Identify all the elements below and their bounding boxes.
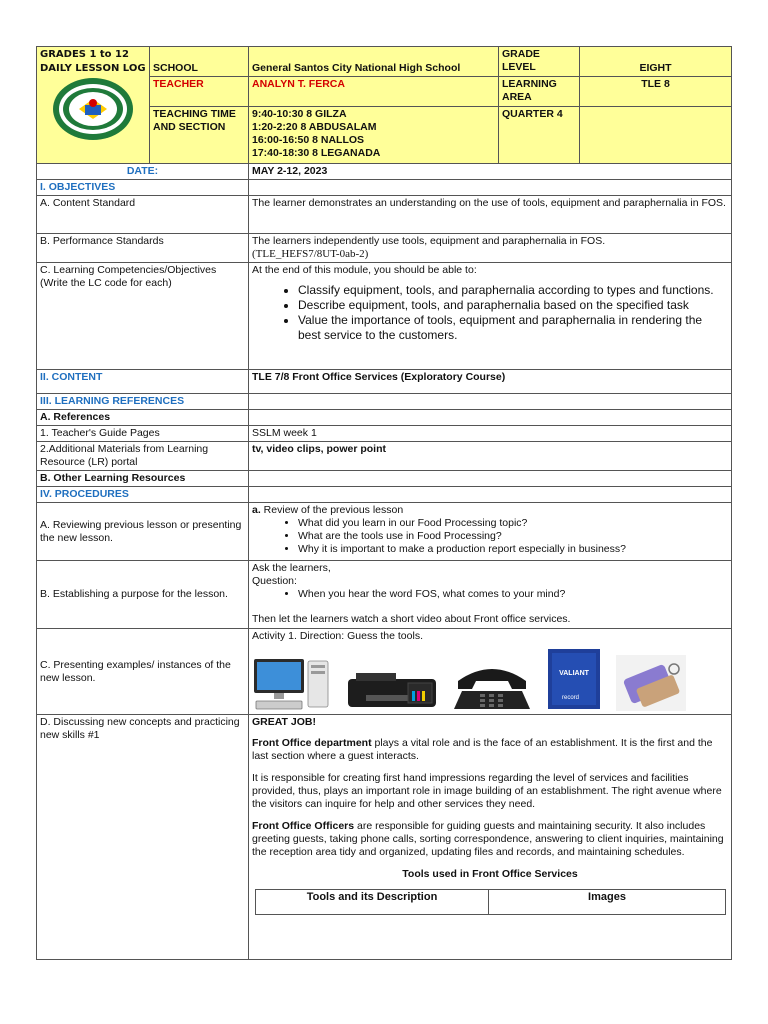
teachers-guide-value: SSLM week 1 — [249, 426, 732, 442]
list-item: • What are the tools use in Food Processing? — [298, 530, 728, 543]
grade-value: EIGHT — [580, 47, 732, 77]
school-logo-icon — [51, 77, 135, 141]
procedure-a-prefix: a. — [252, 504, 261, 516]
content-heading: II. CONTENT — [37, 370, 249, 394]
school-label: SCHOOL — [150, 47, 249, 77]
procedure-b-line1: Ask the learners, — [252, 562, 331, 574]
procedure-b-after: Then let the learners watch a short video about Front office services. — [252, 613, 571, 625]
officers-term: Front Office Officers — [252, 820, 355, 832]
teachers-guide-label: 1. Teacher's Guide Pages — [37, 426, 249, 442]
competencies-intro: At the end of this module, you should be able to: — [252, 264, 477, 276]
procedure-b-label: B. Establishing a purpose for the lesson. — [37, 561, 249, 629]
key-tag-icon — [616, 655, 686, 711]
teaching-line: 16:00-16:50 8 NALLOS — [252, 134, 365, 146]
content-standard-label: A. Content Standard — [37, 196, 249, 234]
list-item: • Describe equipment, tools, and paraphernalia based on the specified task — [298, 298, 728, 313]
responsibility-paragraph: It is responsible for creating first hand impressions regarding the level of services and facilities provided, thus, plays an important role in image building of an establishment. The right avenue where the visitors can inquire for help and other services they need. — [252, 772, 722, 810]
procedure-d-cell — [249, 715, 732, 960]
quarter-label: QUARTER 4 — [499, 107, 580, 164]
list-item: • Classify equipment, tools, and paraphernalia according to types and functions. — [298, 283, 728, 298]
procedure-c-label: C. Presenting examples/ instances of the new lesson. — [37, 629, 249, 715]
grade-label: GRADE LEVEL — [499, 47, 580, 77]
competencies-label: C. Learning Competencies/Objectives (Write the LC code for each) — [37, 263, 249, 370]
performance-code: (TLE_HEFS7/8UT-0ab-2) — [252, 248, 369, 260]
printer-icon — [346, 665, 438, 711]
procedure-c-cell — [249, 629, 732, 715]
record-book-brand: VALIANT — [559, 670, 589, 677]
computer-icon — [252, 655, 332, 711]
date-value: MAY 2-12, 2023 — [249, 164, 732, 180]
lesson-log — [36, 46, 731, 960]
competencies-cell — [249, 263, 732, 370]
tools-header-description: Tools and its Description — [256, 890, 489, 915]
teaching-label: TEACHING TIME AND SECTION — [150, 107, 249, 164]
procedure-d-label: D. Discussing new concepts and practicing new skills #1 — [37, 715, 249, 960]
list-item: • Why it is important to make a production report especially in business? — [298, 543, 728, 556]
tools-header-images: Images — [489, 890, 726, 915]
tools-image-row — [252, 643, 728, 713]
procedure-b-cell — [249, 561, 732, 629]
grades-title: GRADES 1 to 12 DAILY LESSON LOG — [40, 49, 146, 74]
procedure-a-label: A. Reviewing previous lesson or presenting the new lesson. — [37, 503, 249, 561]
teaching-line: 9:40-10:30 8 GILZA — [252, 108, 347, 120]
procedure-a-list — [252, 517, 728, 556]
content-value: TLE 7/8 Front Office Services (Exploratory Course) — [249, 370, 732, 394]
procedures-heading: IV. PROCEDURES — [37, 487, 249, 503]
competencies-list — [252, 283, 728, 343]
performance-cell — [249, 234, 732, 263]
other-resources-label: B. Other Learning Resources — [37, 471, 249, 487]
front-office-paragraph — [252, 737, 728, 763]
great-job-text: GREAT JOB! — [252, 716, 316, 728]
teaching-line: 1:20-2:20 8 ABDUSALAM — [252, 121, 377, 133]
teaching-value — [249, 107, 499, 164]
list-item: • Value the importance of tools, equipment and paraphernalia in rendering the best service to the customers. — [298, 313, 728, 343]
teaching-line: 17:40-18:30 8 LEGANADA — [252, 147, 381, 159]
references-heading: III. LEARNING REFERENCES — [37, 394, 249, 410]
header-logo-cell — [37, 47, 150, 164]
objectives-heading: I. OBJECTIVES — [37, 180, 249, 196]
list-item: • What did you learn in our Food Processing topic? — [298, 517, 728, 530]
date-label: DATE: — [37, 164, 249, 180]
officers-paragraph — [252, 820, 728, 859]
procedure-a-intro: Review of the previous lesson — [260, 504, 404, 516]
tools-table — [255, 889, 726, 915]
front-office-desc: plays a vital role and is the face of an establishment. It is the first and the last section where a guest interacts. — [252, 737, 713, 762]
lesson-log-table — [36, 46, 732, 960]
references-a-label: A. References — [37, 410, 249, 426]
procedure-b-line2: Question: — [252, 575, 297, 587]
school-value: General Santos City National High School — [249, 47, 499, 77]
procedure-a-cell — [249, 503, 732, 561]
teacher-label: TEACHER — [150, 77, 249, 107]
procedure-c-intro: Activity 1. Direction: Guess the tools. — [252, 630, 423, 642]
additional-materials-value: tv, video clips, power point — [249, 442, 732, 471]
learning-area-value: TLE 8 — [580, 77, 732, 107]
front-office-term: Front Office department — [252, 737, 372, 749]
tools-table-title: Tools used in Front Office Services — [402, 868, 578, 880]
content-standard-value: The learner demonstrates an understanding on the use of tools, equipment and paraphernalia in FOS. — [249, 196, 732, 234]
record-book-label: record — [562, 695, 580, 701]
record-book-icon — [546, 647, 602, 711]
performance-label: B. Performance Standards — [37, 234, 249, 263]
additional-materials-label: 2.Additional Materials from Learning Resource (LR) portal — [37, 442, 249, 471]
telephone-icon — [452, 661, 532, 711]
teacher-value: ANALYN T. FERCA — [249, 77, 499, 107]
performance-value: The learners independently use tools, equipment and paraphernalia in FOS. — [252, 235, 606, 247]
list-item: • When you hear the word FOS, what comes to your mind? — [298, 588, 728, 601]
procedure-b-list — [252, 588, 728, 601]
officers-desc: are responsible for guiding guests and maintaining security. It also includes greeting guests, taking phone calls, sorting correspondence, answering to client inquiries, maintaining the reception area tidy and organized, updating files and records, and maintaining schedules. — [252, 820, 724, 858]
learning-area-label: LEARNING AREA — [499, 77, 580, 107]
